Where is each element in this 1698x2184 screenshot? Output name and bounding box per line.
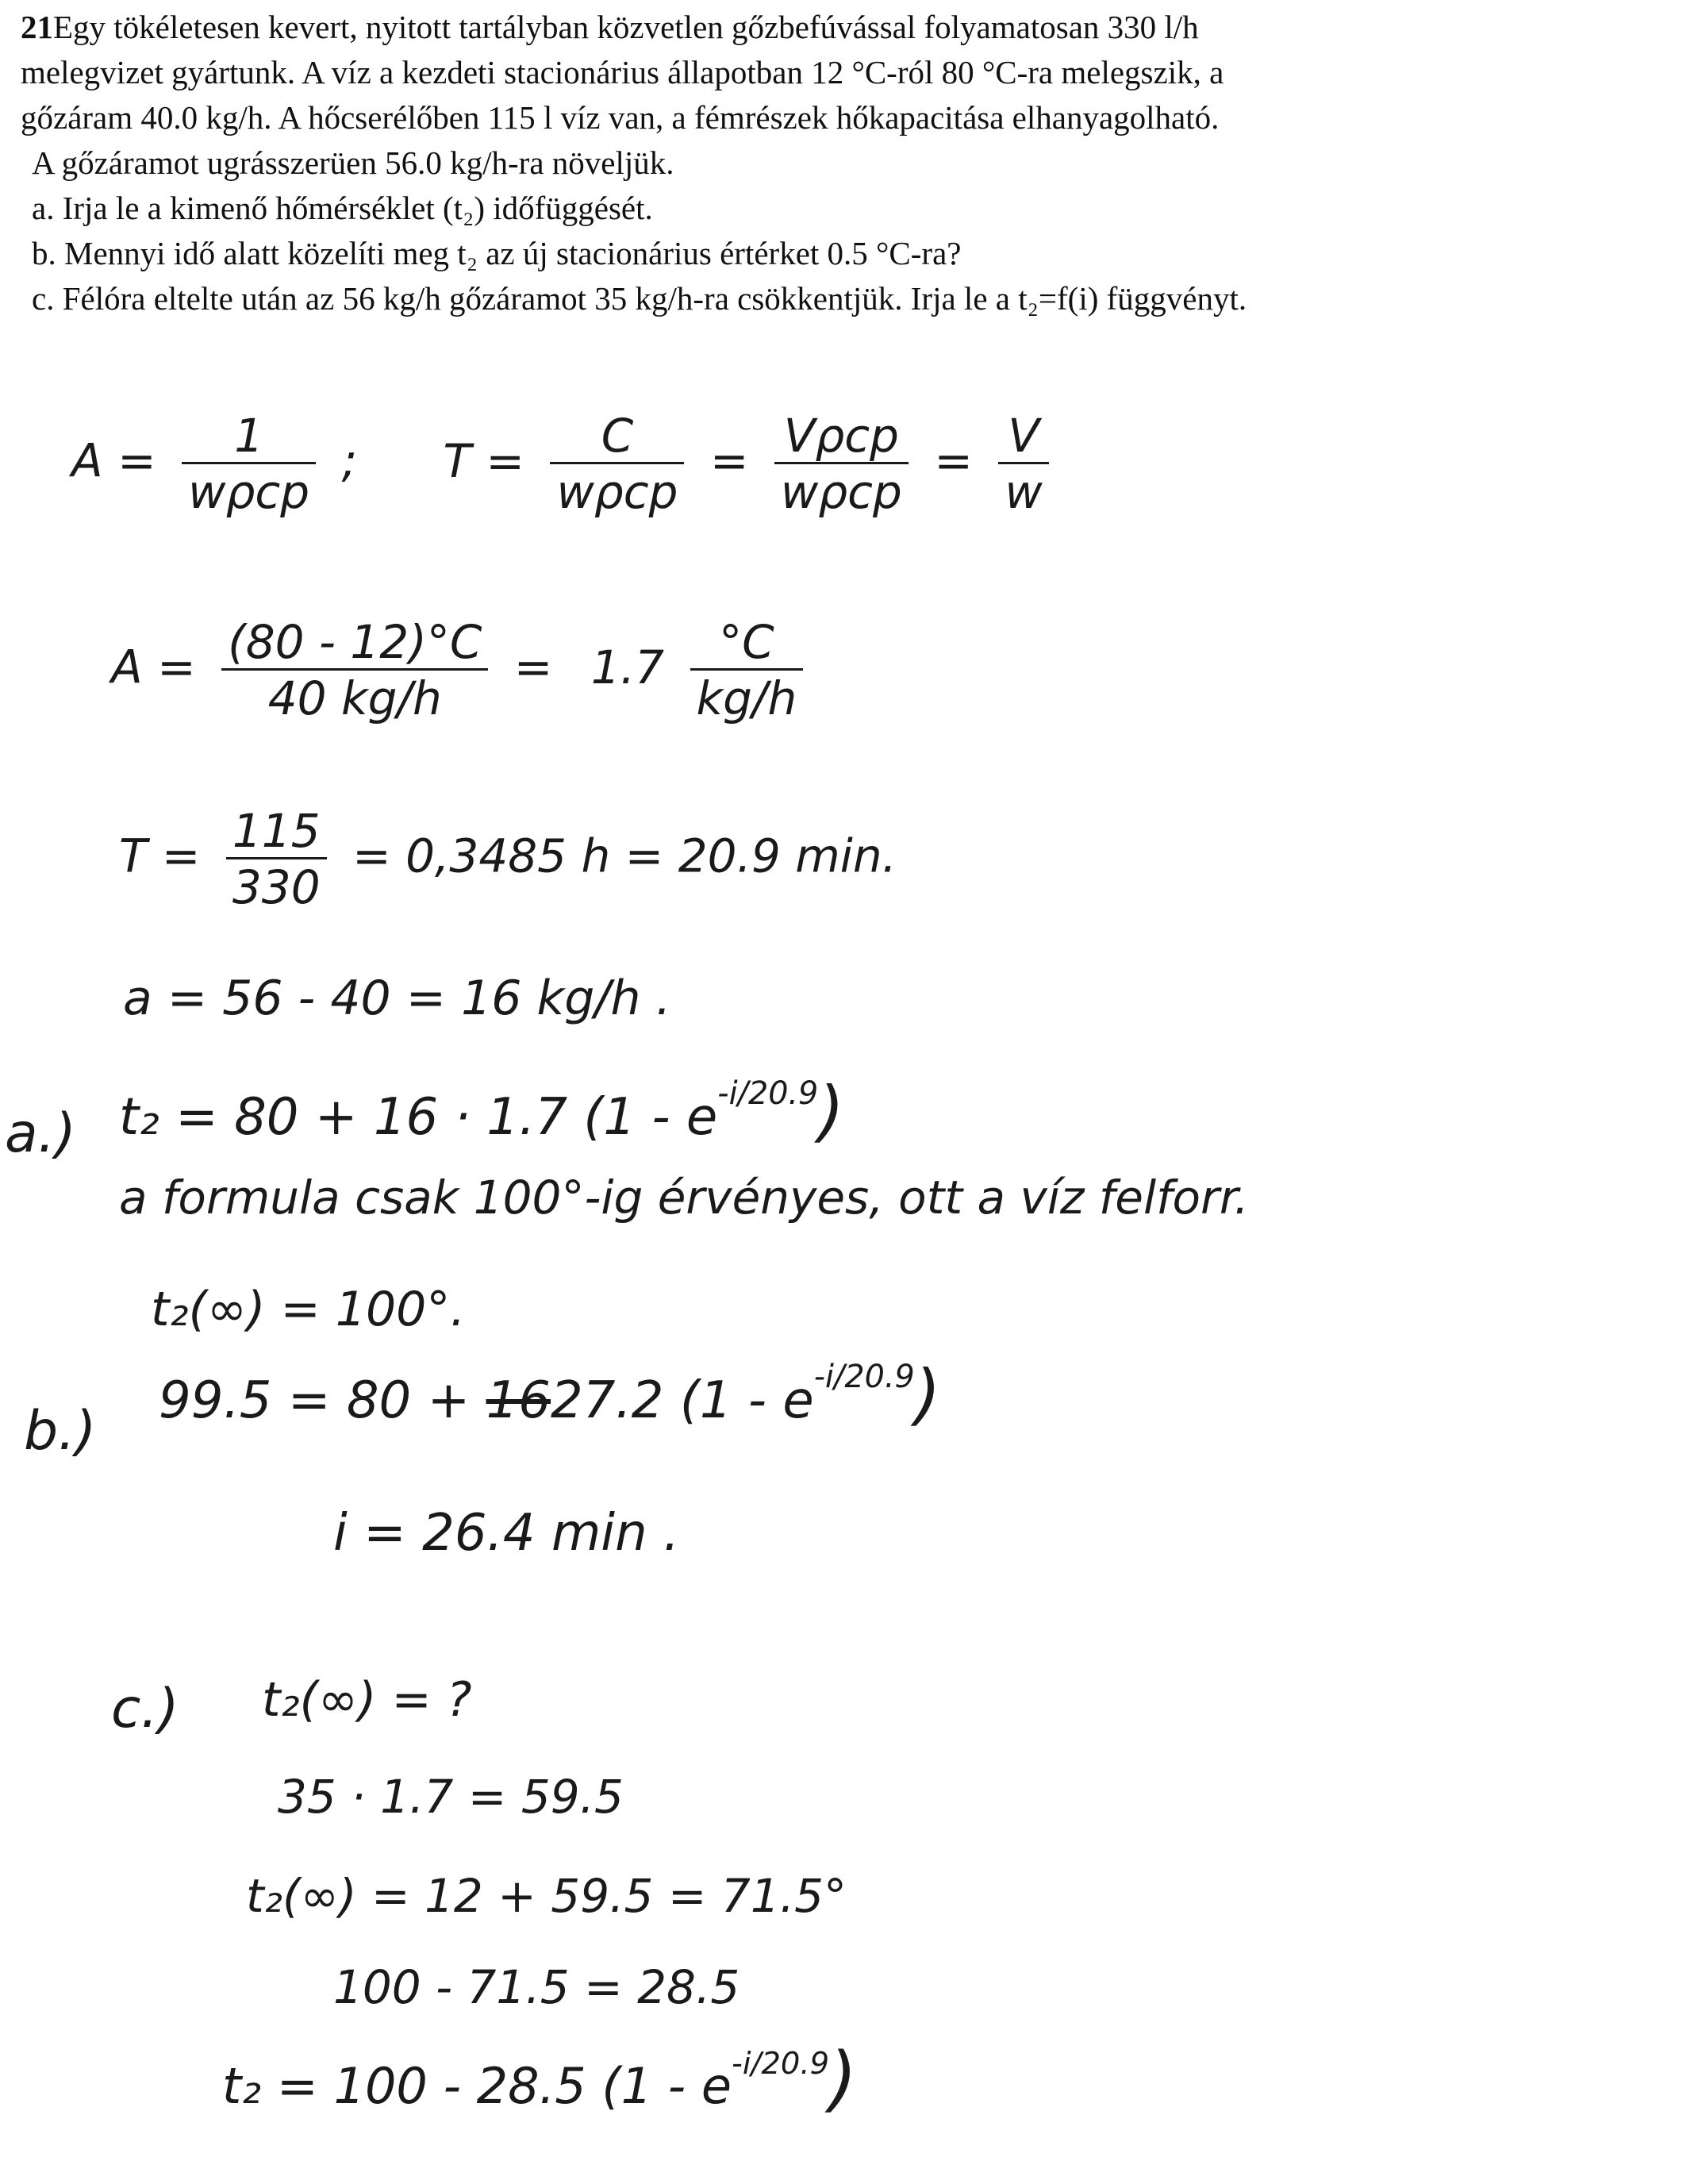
part-a-label: a.)	[5, 1102, 76, 1165]
fraction: $\frac{1}{\text{wρcp}}$	[182, 413, 316, 515]
eq-part-a: t₂ = 80 + 16 · 1.7 $(1 - e^{-i/20.9})$	[119, 1072, 845, 1150]
problem-number: 21	[21, 9, 53, 45]
eq-definitions: A = $\frac{1}{\text{wρcp}}$ ; T = $\frac{C}{\text{wρcp}}$ = $\frac{\text{Vρcp}}{\text{wρcp}}$ = $\frac{V}{w}$	[71, 413, 1060, 515]
problem-question-a: a. Irja le a kimenő hőmérséklet (t₂) időfüggését.	[32, 190, 653, 226]
part-b-label: b.)	[24, 1400, 97, 1463]
eq-c-line-4: t₂ = 100 - 28.5 $(1 - e^{-i/20.9})$	[222, 2037, 858, 2121]
fraction: $\frac{V}{w}$	[998, 413, 1048, 515]
fraction: $\frac{(80 - 12)^\circ C}{40 kg/h}$	[221, 619, 488, 721]
eq-c-line-3: 100 - 71.5 = 28.5	[333, 1960, 740, 2014]
struck-value: 16	[486, 1371, 551, 1430]
problem-statement	[21, 5, 1671, 321]
note-boiling: a formula csak 100°-ig érvényes, ott a víz felforr.	[119, 1171, 1249, 1225]
eq-c-line-2: t₂(∞) = 12 + 59.5 = 71.5°	[246, 1869, 847, 1923]
eq-c-line-1: 35 · 1.7 = 59.5	[278, 1770, 624, 1824]
problem-line-4: A gőzáramot ugrásszerüen 56.0 kg/h-ra növeljük.	[32, 144, 674, 181]
problem-question-c: c. Félóra eltelte után az 56 kg/h gőzáramot 35 kg/h-ra csökkentjük. Irja le a t₂=f(i) függvényt.	[32, 280, 1247, 317]
problem-question-b: b. Mennyi idő alatt közelíti meg t₂ az új stacionárius értérket 0.5 °C-ra?	[32, 235, 962, 271]
eq-a-value: A = $\frac{(80 - 12)^\circ C}{40 kg/h}$ = 1.7 $\frac{^\circ C}{kg/h}$	[111, 619, 814, 721]
eq-c-question: t₂(∞) = ?	[262, 1672, 472, 1728]
fraction: $\frac{^\circ C}{kg/h}$	[690, 619, 804, 721]
problem-line-2: melegvizet gyártunk. A víz a kezdeti stacionárius állapotban 12 °C-ról 80 °C-ra melegszik, a	[21, 54, 1224, 90]
eq-time-result: i = 26.4 min .	[333, 1504, 680, 1563]
eq-t-value: T = $\frac{115}{330}$ = 0,3485 h = 20.9 min.	[119, 804, 897, 914]
problem-line-1: 21Egy tökéletesen kevert, nyitott tartályban közvetlen gőzbefúvással folyamatosan 330 l/h	[21, 9, 1199, 45]
eq-a-step: a = 56 - 40 = 16 kg/h .	[123, 971, 671, 1026]
eq-t2-infinity: t₂(∞) = 100°.	[151, 1282, 466, 1337]
fraction: $\frac{\text{Vρcp}}{\text{wρcp}}$	[774, 413, 909, 515]
eq-part-b: 99.5 = 80 + 1627.2 $(1 - e^{-i/20.9})$	[159, 1355, 941, 1433]
part-c-label: c.)	[111, 1678, 179, 1740]
fraction: $\frac{C}{\text{wρcp}}$	[550, 413, 684, 515]
fraction: $\frac{115}{330}$	[226, 808, 327, 910]
problem-line-3: gőzáram 40.0 kg/h. A hőcserélőben 115 l víz van, a fémrészek hőkapacitása elhanyagolható.	[21, 99, 1220, 136]
